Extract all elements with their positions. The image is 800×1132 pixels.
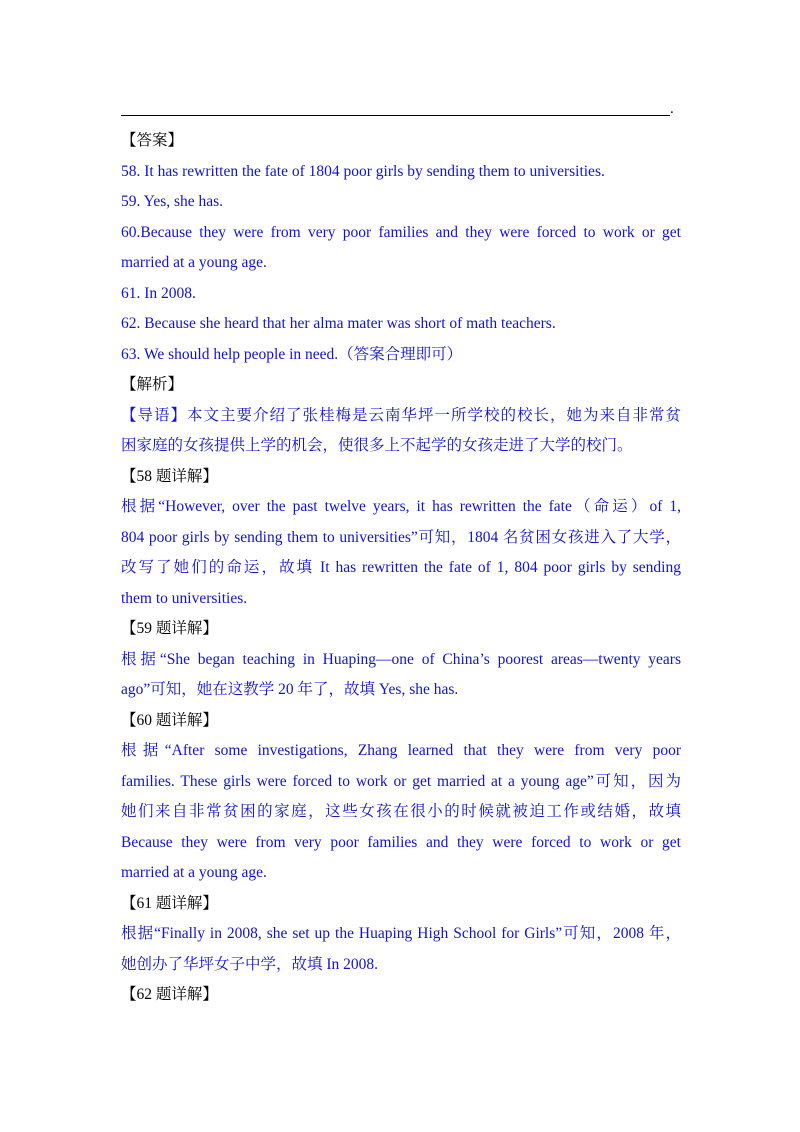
section-heading-60: 【60 题详解】 xyxy=(121,711,218,729)
answer-line: 58. It has rewritten the fate of 1804 poor girls by sending them to universities. xyxy=(121,162,605,180)
answer-line: 62. Because she heard that her alma mater was short of math teachers. xyxy=(121,315,556,332)
explanation-line: 根据“She began teaching in Huaping—one of China’s poorest areas—twenty years xyxy=(121,650,681,668)
explanation-line: families. These girls were forced to work or get married at a young age”可知，因为 xyxy=(121,772,681,790)
answer-line: 59. Yes, she has. xyxy=(121,193,224,210)
intro-line: 【导语】本文主要介绍了张桂梅是云南华坪一所学校的校长，她为来自非常贫 xyxy=(121,406,681,424)
explanation-line: 根据“However, over the past twelve years, it has rewritten the fate（命运）of 1, xyxy=(121,498,681,515)
answer-line: 60.Because they were from very poor families and they were forced to work or get xyxy=(121,223,681,241)
section-heading-61: 【61 题详解】 xyxy=(121,894,218,912)
answer-content xyxy=(121,126,681,1011)
answer-line: 61. In 2008. xyxy=(121,284,196,302)
section-heading-59: 【59 题详解】 xyxy=(121,620,218,637)
explanation-line: 她创办了华坪女子中学，故填 In 2008. xyxy=(121,955,379,973)
explanation-line: ago”可知，她在这教学 20 年了，故填 Yes, she has. xyxy=(121,681,459,698)
analysis-heading: 【解析】 xyxy=(121,376,184,393)
explanation-line: them to universities. xyxy=(121,589,248,607)
answer-blank-period: . xyxy=(670,101,674,117)
intro-line: 困家庭的女孩提供上学的机会，使很多上不起学的女孩走进了大学的校门。 xyxy=(121,437,633,454)
answer-line: married at a young age. xyxy=(121,254,267,271)
section-heading-62: 【62 题详解】 xyxy=(121,986,218,1003)
answer-blank-line xyxy=(121,115,670,116)
explanation-line: 804 poor girls by sending them to universities”可知，1804 名贫困女孩进入了大学， xyxy=(121,528,681,546)
explanation-line: Because they were from very poor families and they were forced to work or get xyxy=(121,833,681,851)
explanation-line: 改写了她们的命运，故填 It has rewritten the fate of 1, 804 poor girls by sending xyxy=(121,559,681,576)
explanation-line: 她们来自非常贫困的家庭，这些女孩在很小的时候就被迫工作或结婚，故填 xyxy=(121,803,681,820)
explanation-line: 根据“After some investigations, Zhang learned that they were from very poor xyxy=(121,742,681,759)
section-heading-58: 【58 题详解】 xyxy=(121,467,218,485)
explanation-line: 根据“Finally in 2008, she set up the Huaping High School for Girls”可知，2008 年， xyxy=(121,925,681,942)
answer-heading: 【答案】 xyxy=(121,132,184,149)
explanation-line: married at a young age. xyxy=(121,864,267,881)
answer-line: 63. We should help people in need.（答案合理即可） xyxy=(121,345,463,363)
